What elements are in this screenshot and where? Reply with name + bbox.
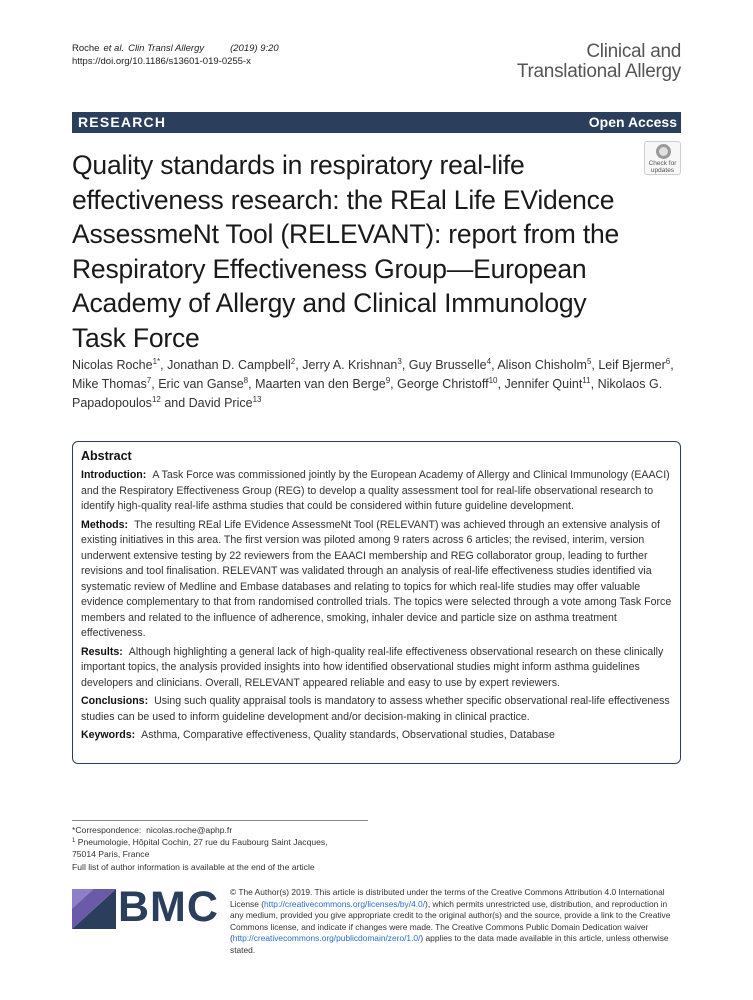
footnotes xyxy=(72,824,372,873)
year-volume: (2019) 9:20 xyxy=(230,43,279,54)
section-bar xyxy=(72,112,681,133)
author-name xyxy=(72,377,151,391)
affiliation xyxy=(72,836,372,848)
author-name-text: Maarten van den Berge xyxy=(255,377,386,391)
author-affiliation-sup: 10 xyxy=(488,376,498,385)
journal-abbrev: Clin Transl Allergy xyxy=(128,43,205,54)
correspondence-email[interactable]: nicolas.roche@aphp.fr xyxy=(146,825,233,835)
check-for-updates-icon xyxy=(656,144,671,159)
license-link-cc-by[interactable]: http://creativecommons.org/licenses/by/4.0/ xyxy=(263,898,426,909)
journal-name-line1: Clinical and xyxy=(586,41,681,62)
author-name xyxy=(397,377,497,391)
section-text: Using such quality appraisal tools is mandatory to assess whether specific observational real-life effectiveness studies can be used to inform guideline development and/or decision-making in clinical practice. xyxy=(81,695,670,723)
badge-line1: Check for xyxy=(648,160,677,167)
section-text: Asthma, Comparative effectiveness, Quality standards, Observational studies, Database xyxy=(141,729,555,741)
affiliation-line1: Pneumologie, Hôpital Cochin, 27 rue du Faubourg Saint Jacques, xyxy=(77,837,328,848)
abstract-results xyxy=(81,645,672,692)
author-affiliation-sup: 11 xyxy=(582,376,591,385)
author-name xyxy=(497,358,591,372)
author-name-text: Jerry A. Krishnan xyxy=(302,358,398,372)
article-title: Quality standards in respiratory real-life effectiveness research: the REal Life EVidence AssessmeNt Tool (RELEVANT): report from the Respiratory Effectiveness Group—European Academy of Allergy and Clinical Immunology Task Force xyxy=(72,150,620,353)
bmc-triangle-logo-icon xyxy=(72,889,116,929)
license-statement xyxy=(230,887,682,957)
section-label: Methods: xyxy=(81,518,129,531)
author-name xyxy=(167,358,295,372)
citation-header xyxy=(72,42,283,68)
author-name xyxy=(72,358,160,372)
correspondence-label: *Correspondence: xyxy=(72,825,142,835)
check-for-updates-badge[interactable] xyxy=(644,141,681,175)
author-name xyxy=(158,377,248,391)
author-name xyxy=(189,396,262,410)
section-text: A Task Force was commissioned jointly by the European Academy of Allergy and Clinical Immunology (EAACI) and the Respiratory Effectiveness Group (REG) to develop a quality assessment tool for real-life observational research to identify high-quality real-life asthma studies that could be considered within future guideline development. xyxy=(81,469,670,512)
open-access-label: Open Access xyxy=(588,114,677,130)
author-name-text: Leif Bjermer xyxy=(598,358,666,372)
abstract-keywords xyxy=(81,728,672,744)
bmc-logo-text: BMC xyxy=(118,883,219,931)
author-name xyxy=(302,358,402,372)
license-link-cc0[interactable]: http://creativecommons.org/publicdomain/zero/1.0/ xyxy=(232,933,421,944)
abstract-box xyxy=(72,441,681,764)
et-al: et al. xyxy=(103,43,125,54)
author-name-text: Nicolas Roche xyxy=(72,358,153,372)
footnote-divider xyxy=(72,820,368,821)
section-text: The resulting REal Life EVidence AssessmeNt Tool (RELEVANT) was achieved through an extensive analysis of existing initiatives in this area. The first version was piloted among 9 raters across 6 articles; the revised, interim, version underwent extensive testing by 22 reviewers from the EAACI membership and REG collaborator group, leading to further revisions and tool finalisation. RELEVANT was validated through an analysis of real-life effectiveness studies identified via systematic review of Medline and Embase databases and relating to topics for which real-life studies may offer valuable evidence complementary to that from randomised controlled trials. The topics were selected through a vote among Task Force members and related to the influence of adherence, smoking, inhaler device and particle size on asthma treatment effectiveness. xyxy=(81,518,672,639)
section-label: Conclusions: xyxy=(81,695,149,707)
author-affiliation-sup: 13 xyxy=(252,395,262,404)
license-text-1: © The Author(s) 2019. This article is distributed under the terms of the Creative Commons Attribution 4.0 International License ( xyxy=(230,887,665,909)
author-affiliation-sup: 1* xyxy=(152,357,161,366)
author-name xyxy=(255,377,390,391)
section-text: Although highlighting a general lack of high-quality real-life effectiveness observational research on these clinically important topics, the analysis provided insights into how identified observational studies might inform asthma guidelines developers and clinicians. Overall, RELEVANT appeared reliable and easy to use by expert reviewers. xyxy=(81,645,664,689)
abstract-heading: Abstract xyxy=(81,449,132,463)
doi-link[interactable]: https://doi.org/10.1186/s13601-019-0255-x xyxy=(72,56,251,67)
abstract-methods xyxy=(81,518,672,642)
author-name xyxy=(409,358,491,372)
author-name-text: David Price xyxy=(188,396,253,410)
author-affiliation-sup: 5 xyxy=(586,357,592,366)
citation-line xyxy=(72,42,283,55)
author-name-text: Jonathan D. Campbell xyxy=(167,358,291,372)
author-name-text: Mike Thomas xyxy=(72,377,147,391)
author-name-text: Jennifer Quint xyxy=(504,377,583,391)
author-affiliation-sup: 12 xyxy=(151,395,161,404)
correspondence xyxy=(72,824,372,836)
author-name xyxy=(598,358,670,372)
author-name-text: Eric van Ganse xyxy=(158,377,244,391)
author-name-text: George Christoff xyxy=(397,377,489,391)
author-name xyxy=(504,377,590,391)
author-name-text: Alison Chisholm xyxy=(497,358,587,372)
affiliation-line2: 75014 Paris, France xyxy=(72,849,150,860)
affiliation-number: 1 xyxy=(72,838,76,845)
section-label: RESEARCH xyxy=(78,114,167,130)
first-author: Roche xyxy=(72,43,100,54)
license-text-2: ), which permits unrestricted use, distribution, and reproduction in any medium, provided you give appropriate credit to the original author(s) and the source, provide a link to the Creative Commons license, and indicate if changes were made. The Creative Commons Public Domain Dedication waiver ( xyxy=(230,898,671,944)
author-affiliation-sup: 9 xyxy=(385,376,391,385)
author-affiliation-sup: 7 xyxy=(146,376,152,385)
author-affiliation-sup: 3 xyxy=(397,357,402,366)
abstract-conclusions xyxy=(81,694,672,725)
journal-name xyxy=(517,42,681,82)
badge-label xyxy=(645,160,680,174)
section-label: Introduction: xyxy=(81,469,147,481)
author-affiliation-sup: 4 xyxy=(486,357,492,366)
author-list: Nicolas Roche$^{1*}$, Jonathan D. Campbell$^2$, Jerry A. Krishnan$^3$, Guy Brusselle$^4$, Alison Chisholm$^5$, Leif Bjermer$^6$, Mike Thomas$^7$, Eric van Ganse$^8$, Maarten van den Berge$^9$, George Christoff$^{10}$, Jennifer Quint$^{11}$, Nikolaos G. Papadopoulos$^{12}$ and David Price$^{13}$ xyxy=(72,357,674,410)
author-affiliation-sup: 2 xyxy=(290,357,296,366)
section-label: Results: xyxy=(81,645,123,658)
author-name-text: Nikolaos G. Papadopoulos xyxy=(72,377,663,410)
author-info-note: Full list of author information is available at the end of the article xyxy=(72,861,315,872)
author-affiliation-sup: 8 xyxy=(243,376,249,385)
abstract-introduction xyxy=(81,468,672,515)
author-affiliation-sup: 6 xyxy=(665,357,671,366)
author-name-text: Guy Brusselle xyxy=(408,358,487,372)
badge-line2: updates xyxy=(650,167,675,174)
section-label: Keywords: xyxy=(81,729,136,741)
journal-name-line2: Translational Allergy xyxy=(516,61,681,82)
license-text-3: ) applies to the data made available in this article, unless otherwise stated. xyxy=(230,933,669,955)
